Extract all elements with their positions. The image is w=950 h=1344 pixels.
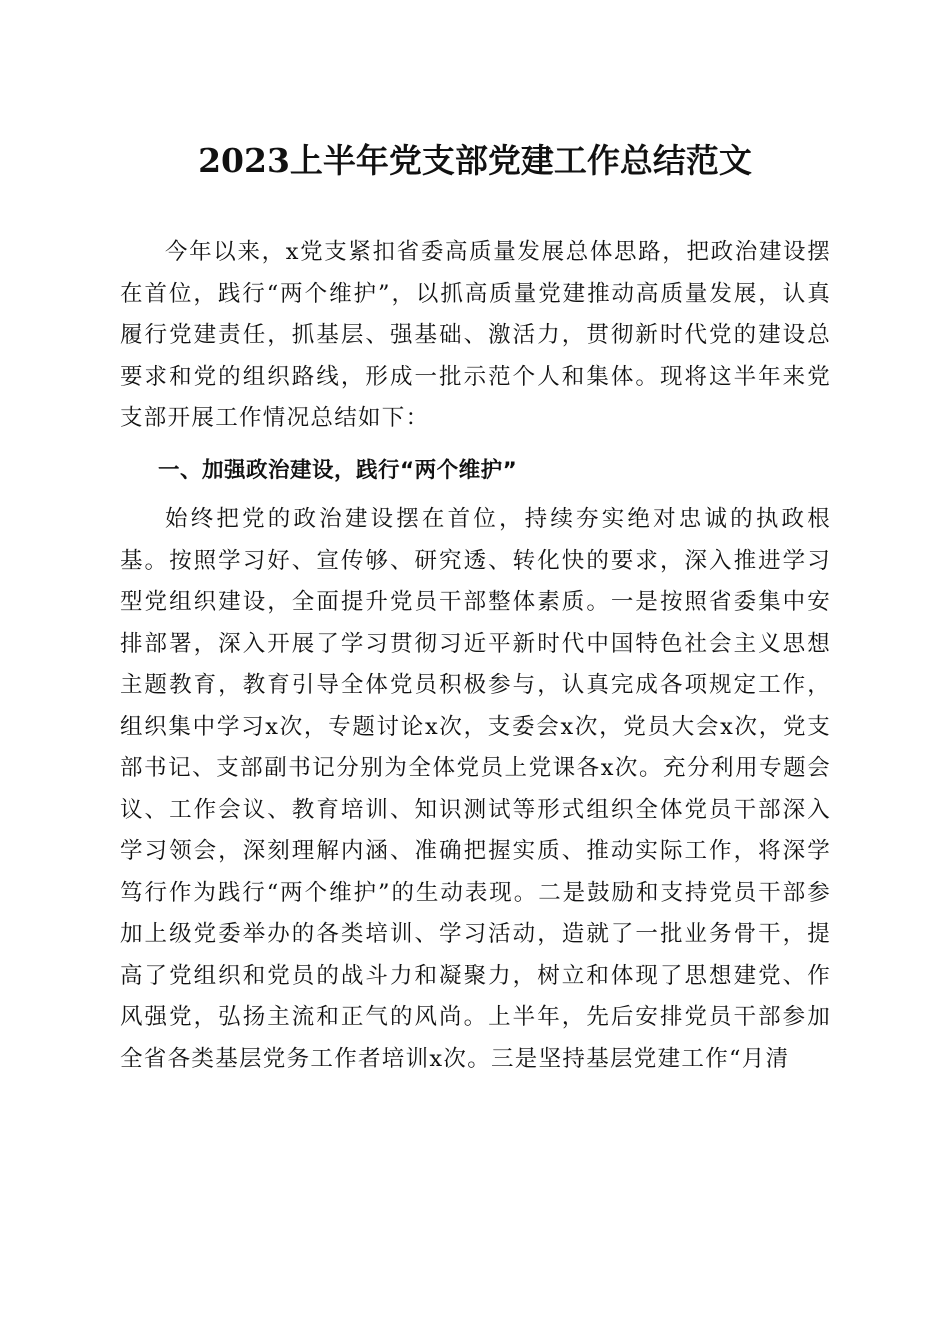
section-1-paragraph: 始终把党的政治建设摆在首位，持续夯实绝对忠诚的执政根基。按照学习好、宣传够、研究透、转化快的要求，深入推进学习型党组织建设，全面提升党员干部整体素质。一是按照省委集中安排部署，深入开展了学习贯彻习近平新时代中国特色社会主义思想主题教育，教育引导全体党员积极参与，认真完成各项规定工作，组织集中学习x次，专题讨论x次，支委会x次，党员大会x次，党支部书记、支部副书记分别为全体党员上党课各x次。充分利用专题会议、工作会议、教育培训、知识测试等形式组织全体党员干部深入学习领会，深刻理解内涵、准确把握实质、推动实际工作，将深学笃行作为践行“两个维护”的生动表现。二是鼓励和支持党员干部参加上级党委举办的各类培训、学习活动，造就了一批业务骨干，提高了党组织和党员的战斗力和凝聚力，树立和体现了思想建党、作风强党，弘扬主流和正气的风尚。上半年，先后安排党员干部参加全省各类基层党务工作者培训x次。三是坚持基层党建工作“月清	[120, 506, 831, 1072]
document-title: 2023上半年党支部党建工作总结范文	[198, 141, 752, 180]
intro-paragraph: 今年以来，x党支紧扣省委高质量发展总体思路，把政治建设摆在首位，践行“两个维护”，以抓高质量党建推动高质量发展，认真履行党建责任，抓基层、强基础、激活力，贯彻新时代党的建设总要求和党的组织路线，形成一批示范个人和集体。现将这半年来党支部开展工作情况总结如下：	[120, 239, 831, 431]
section-1-heading: 一、加强政治建设，践行“两个维护”	[158, 458, 518, 483]
